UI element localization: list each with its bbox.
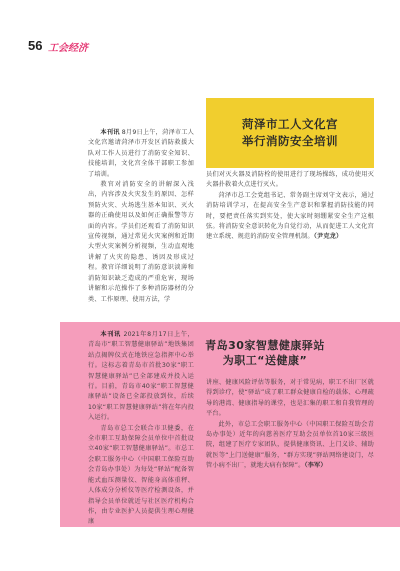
article2-title — [205, 338, 325, 368]
article1-paragraph-4: 菏泽市总工会党组书记、常务副主席刘守文表示，通过消防培训学习，在提高安全生产意识和掌握消防技能的同时，要把责任落实到实处，使大家时刻绷紧安全生产这根弦。将消防安全意识转化为自觉行动，从而促进工人文化宫建立系统、规范的消防安全管理机制。（尹克龙） — [206, 191, 374, 241]
article1-title-line-1: 菏泽市工人文化宫 — [242, 117, 338, 131]
article2-paragraph-2: 青岛市总工会联合市卫健委，在全市职工互助保障会员单位中首批设立40家“职工智慧健康驿站”。市总工会职工服务中心（中国职工保险互助会青岛办事处）为每处“驿站”配备智能式血压测量仪、智能身高体重秤、人体成分分析仪等医疗检测设备，并指导会员单位就近与社区医疗机构合作，由专业医护人员提供生理心理健康 — [88, 424, 194, 526]
article1-paragraph-1: 本刊讯 8月9日上午，菏泽市工人文化宫邀请菏泽市开发区消防救援大队对工作人员进行了消防安全知识、技能培训，文化宫全体干部职工参加了培训。 — [88, 129, 194, 178]
article2-paragraph-1: 本刊讯 2021年8月17日上午，青岛市“职工智慧健康驿站”地铁集团站点揭牌仪式在地铁应急指挥中心举行。这标志着青岛市首批30家“职工智慧健康驿站”已全部建成并投入运行。目前，青岛市40家“职工智慧健康驿站”设备已全部投放到位，后续10家“职工智慧健康驿站”将在年内投入运行。 — [88, 331, 195, 422]
article2-paragraph-3: 讲座、健康风险评估等服务，对于常见病，职工不出厂区就得到诊疗，使“驿站”成了职工群众健康自检的载体、心理疏导的港湾、健康指导的课堂，也是汇集的职工和自我管理的平台。 — [206, 379, 374, 418]
article2-title-line-1: 青岛30家智慧健康驿站 — [205, 339, 325, 352]
article1-title-line-2: 举行消防安全培训 — [242, 134, 338, 148]
article1-paragraph-3: 员们对灭火器及消防栓的使用进行了现场操练，成功使用灭火器扑救着火点进行灭火。 — [206, 171, 374, 189]
article1-left-column — [88, 128, 194, 316]
article2-left-column — [88, 330, 195, 526]
article1-title-box — [206, 98, 374, 168]
section-tag: 工会经济 — [48, 43, 88, 54]
article2-title-line-2: 为职工“送健康” — [222, 354, 308, 367]
article1-author: （尹克龙） — [313, 233, 343, 241]
page-number: 56 — [28, 38, 43, 53]
article2-right-column — [206, 378, 374, 520]
article1-right-column — [206, 170, 374, 316]
article1-paragraph-2: 教官对消防安全的讲解深入浅出，内容涉及火灾发生的原因、怎样预防火灾、火场逃生基本知识、灭火器的正确使用以及如何正确报警等方面的内容。学员们还观看了消防知识宣传视频，通过常见火灾案例和近期大型火灾案例分析视频，生动直观地讲解了火灾的隐患、诱因及形成过程。教官详细说明了消防意识淡薄和消防知识缺乏造成的严重危害，现场讲解和示范操作了多种消防器材的分类、工作原理、使用方法，学 — [88, 181, 194, 303]
article2-lead: 本刊讯 — [100, 331, 121, 338]
article2-author: （李军） — [304, 462, 327, 470]
article1-lead: 本刊讯 — [100, 129, 120, 136]
article2-paragraph-4: 此外，市总工会职工服务中心（中国职工保险互助会青岛办事处）近年的向慈善医疗互助会员单位首10家三级医院，组建了医疗专家团队，提供健康资讯、上门义诊、辅助就医等“上门送健康”服务，“群方实现”驿站网络建设门，尽管小病不出厂，就地大病有保障”。（李军） — [206, 420, 374, 470]
